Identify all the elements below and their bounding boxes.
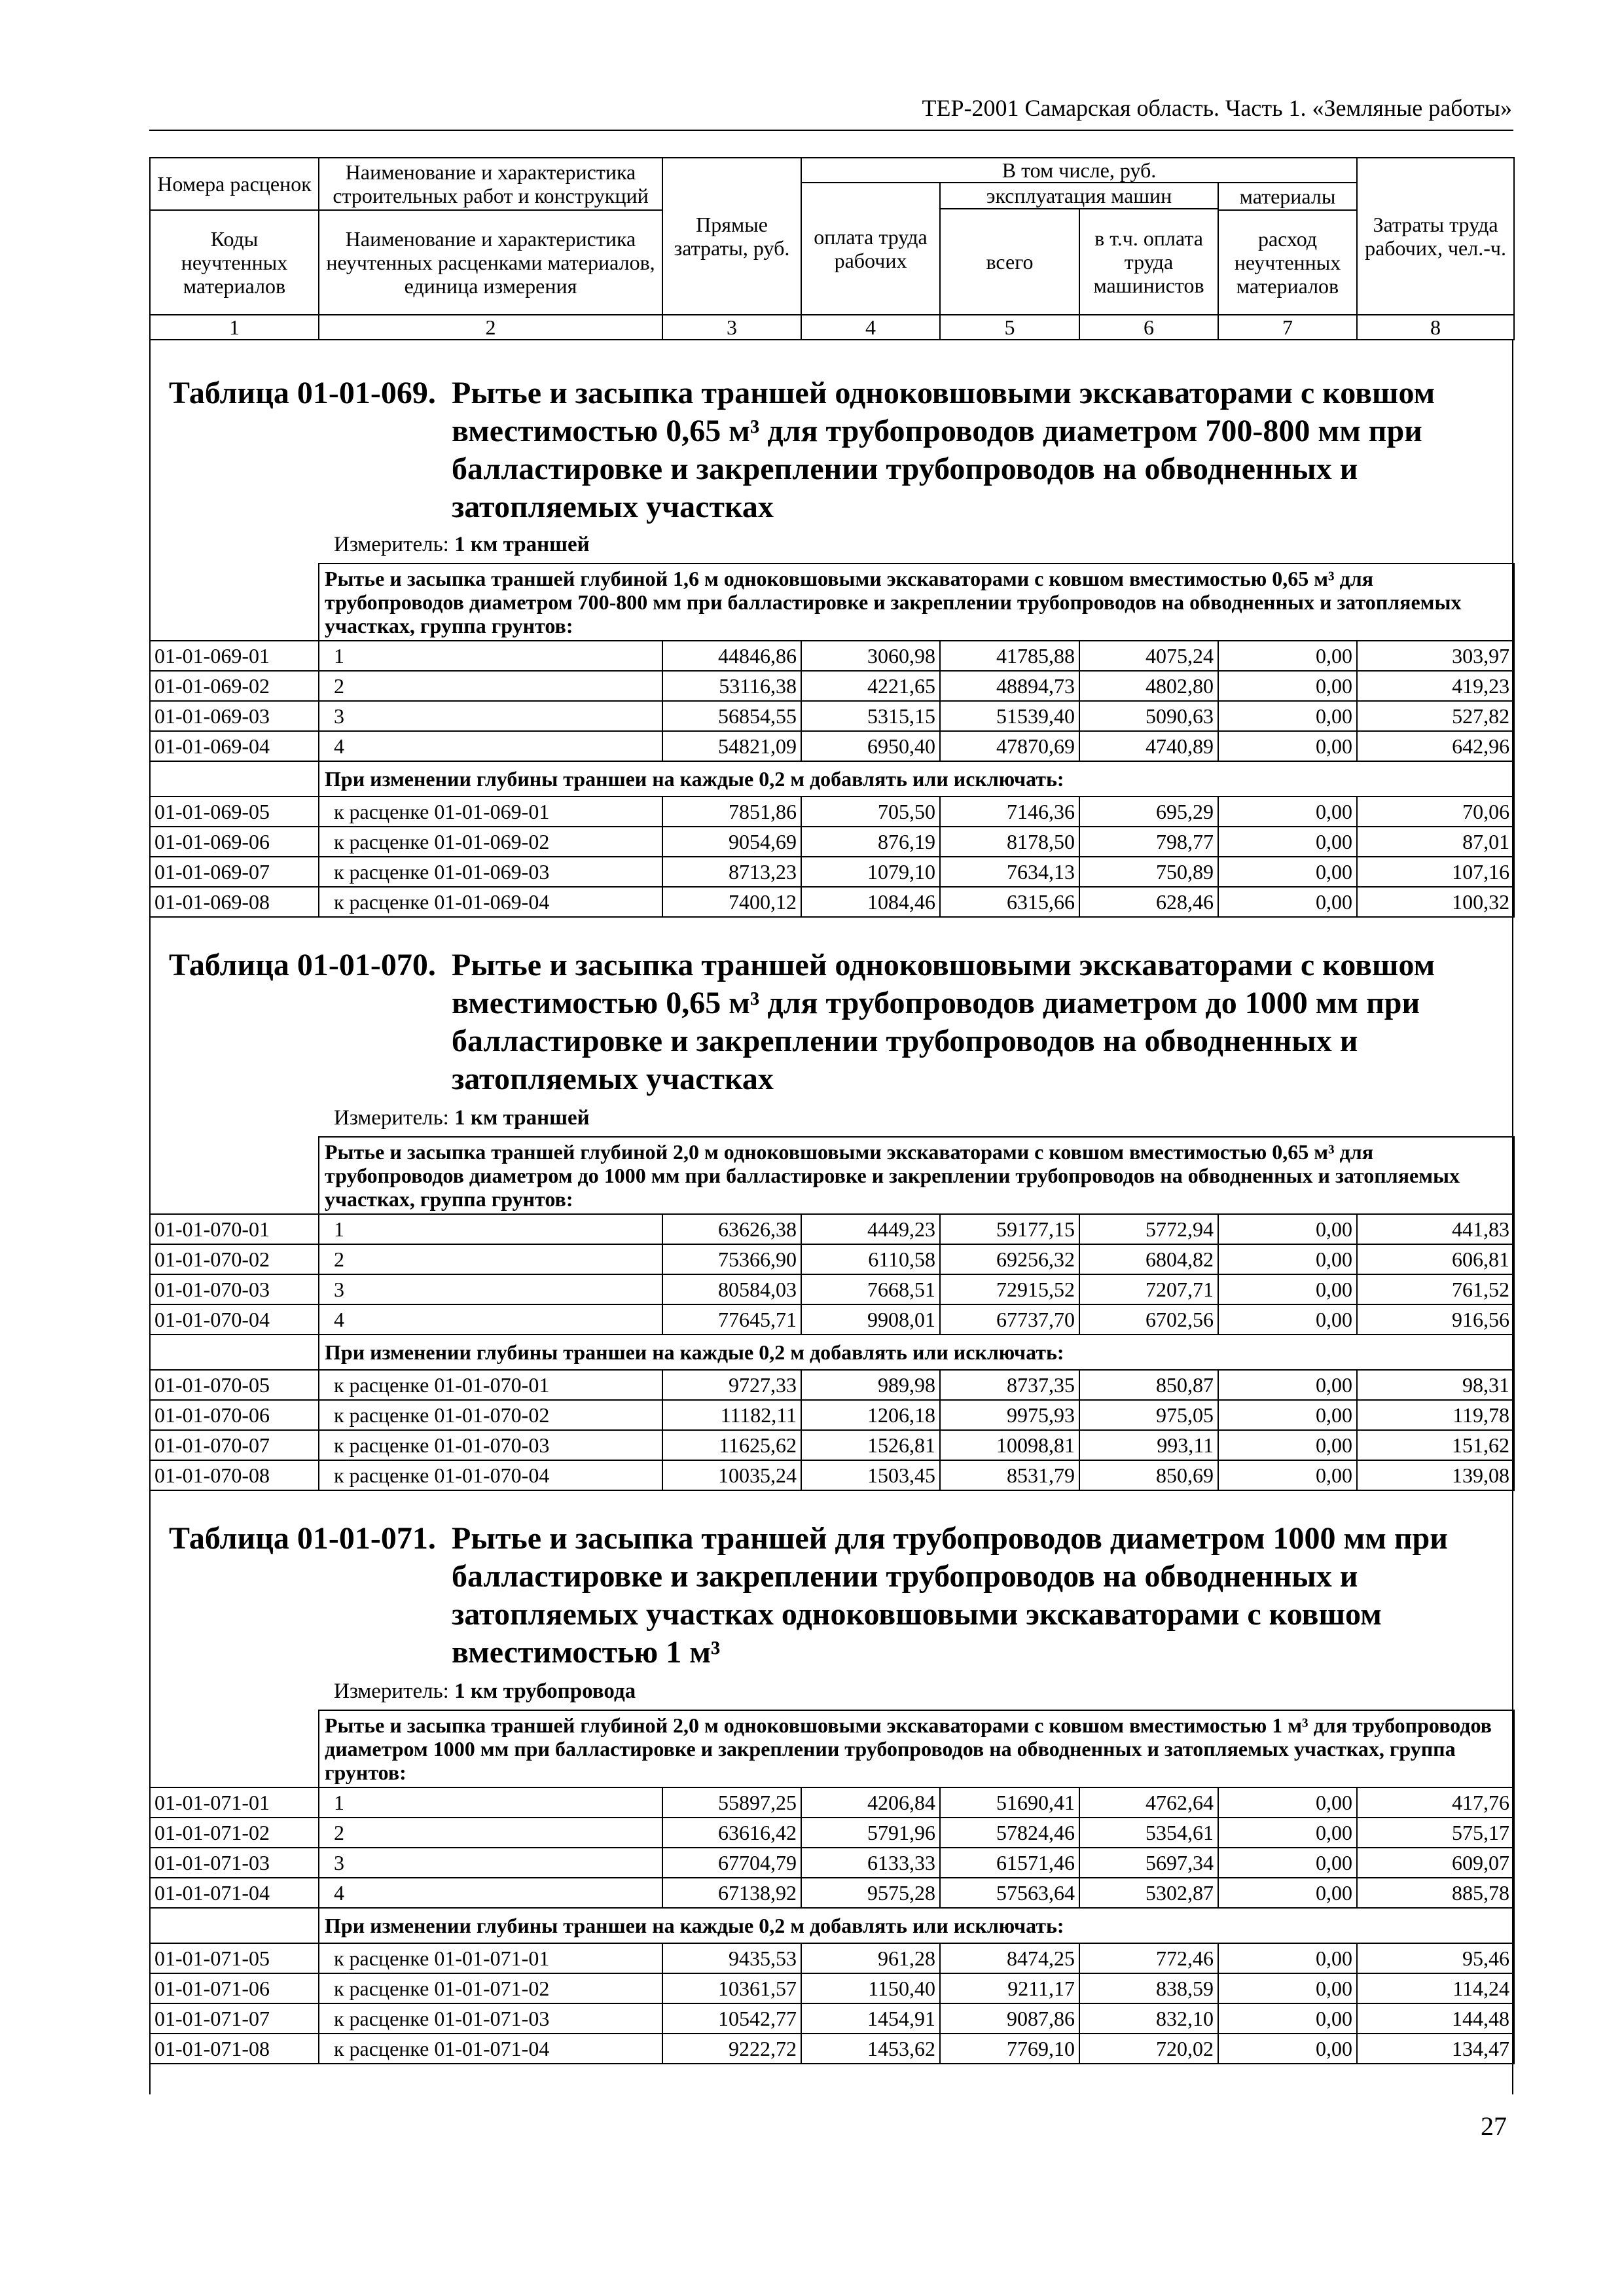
direct-costs-cell: 7851,86 [662,797,801,827]
labor-costs-cell: 119,78 [1357,1400,1514,1430]
blank-cell [150,1710,319,1787]
machines-total-cell: 7769,10 [940,2034,1079,2064]
rates-table [149,1710,1515,2064]
labor-costs-cell: 114,24 [1357,1973,1514,2003]
materials-cell: 0,00 [1218,797,1357,827]
rate-name-cell: 2 [319,671,662,701]
rate-name-cell: 4 [319,731,662,761]
worker-pay-cell: 9908,01 [801,1304,940,1335]
table-row [150,1304,1514,1335]
direct-costs-cell: 77645,71 [662,1304,801,1335]
rate-code-cell: 01-01-071-07 [150,2003,319,2034]
labor-costs-cell: 575,17 [1357,1818,1514,1848]
table-row [150,701,1514,731]
materials-cell: 0,00 [1218,1244,1357,1274]
machinist-pay-cell: 4762,64 [1079,1787,1218,1818]
machines-total-cell: 57824,46 [940,1818,1079,1848]
table-row [150,1274,1514,1304]
table-row [150,1244,1514,1274]
table-row [150,1460,1514,1490]
rate-name-cell: 3 [319,1848,662,1878]
labor-costs-cell: 303,97 [1357,641,1514,671]
machinist-pay-cell: 5302,87 [1079,1878,1218,1908]
table-row [150,1973,1514,2003]
materials-cell: 0,00 [1218,731,1357,761]
table-number: Таблица 01-01-071. [169,1521,436,1556]
meter-line [334,1679,636,1704]
worker-pay-cell: 5791,96 [801,1818,940,1848]
direct-costs-cell: 9435,53 [662,1943,801,1973]
col-num-4: 4 [801,315,940,340]
rate-code-cell: 01-01-069-08 [150,887,319,917]
worker-pay-cell: 3060,98 [801,641,940,671]
rate-name-cell: к расценке 01-01-069-04 [319,887,662,917]
table-row [150,731,1514,761]
table-row [150,1943,1514,1973]
machines-total-cell: 41785,88 [940,641,1079,671]
table-row [150,1818,1514,1848]
rate-code-cell: 01-01-070-04 [150,1304,319,1335]
table-title [169,946,1435,1096]
machines-total-cell: 72915,52 [940,1274,1079,1304]
rate-name-cell: к расценке 01-01-070-03 [319,1430,662,1460]
machines-total-cell: 47870,69 [940,731,1079,761]
header-worker-pay: оплата труда рабочих [801,183,940,315]
rate-name-cell: к расценке 01-01-071-02 [319,1973,662,2003]
machinist-pay-cell: 750,89 [1079,857,1218,887]
table-row [150,857,1514,887]
labor-costs-cell: 98,31 [1357,1370,1514,1400]
direct-costs-cell: 63616,42 [662,1818,801,1848]
machinist-pay-cell: 6702,56 [1079,1304,1218,1335]
direct-costs-cell: 8713,23 [662,857,801,887]
machines-total-cell: 8474,25 [940,1943,1079,1973]
rate-code-cell: 01-01-070-03 [150,1274,319,1304]
blank-cell [150,1137,319,1214]
rate-name-cell: 3 [319,1274,662,1304]
materials-cell: 0,00 [1218,827,1357,857]
machines-total-cell: 8737,35 [940,1370,1079,1400]
worker-pay-cell: 1454,91 [801,2003,940,2034]
rate-name-cell: 1 [319,1787,662,1818]
direct-costs-cell: 56854,55 [662,701,801,731]
labor-costs-cell: 139,08 [1357,1460,1514,1490]
header-work-name: Наименование и характеристика строительных работ и конструкций [319,158,662,210]
header-material-codes: Коды неучтенных материалов [150,210,319,315]
rate-code-cell: 01-01-069-04 [150,731,319,761]
rate-code-cell: 01-01-069-01 [150,641,319,671]
direct-costs-cell: 9727,33 [662,1370,801,1400]
worker-pay-cell: 6110,58 [801,1244,940,1274]
worker-pay-cell: 1079,10 [801,857,940,887]
machines-total-cell: 57563,64 [940,1878,1079,1908]
table-caption: Рытье и засыпка траншей одноковшовыми экскаваторами с ковшом вместимостью 0,65 м³ для трубопроводов диаметром до 1000 мм при балластировке и закреплении трубопроводов на обводненных и затопляемых участках [452,948,1435,1096]
direct-costs-cell: 63626,38 [662,1214,801,1244]
labor-costs-cell: 107,16 [1357,857,1514,887]
header-material-names: Наименование и характеристика неучтенных расценками материалов, единица измерения [319,210,662,315]
meter-value: 1 км траншей [454,533,590,556]
col-num-1: 1 [150,315,319,340]
meter-label: Измеритель: [334,1679,449,1703]
direct-costs-cell: 11182,11 [662,1400,801,1430]
table-title [169,1520,1448,1670]
worker-pay-cell: 1206,18 [801,1400,940,1430]
machinist-pay-cell: 5354,61 [1079,1818,1218,1848]
rate-name-cell: 4 [319,1304,662,1335]
blank-cell [150,1335,319,1370]
worker-pay-cell: 1453,62 [801,2034,940,2064]
materials-cell: 0,00 [1218,1460,1357,1490]
section-heading: При изменении глубины траншеи на каждые 0,2 м добавлять или исключать: [319,1335,1514,1370]
table-number: Таблица 01-01-070. [169,948,436,982]
col-num-6: 6 [1079,315,1218,340]
materials-cell: 0,00 [1218,1214,1357,1244]
machines-total-cell: 6315,66 [940,887,1079,917]
rate-name-cell: 4 [319,1878,662,1908]
header-direct-costs: Прямые затраты, руб. [662,158,801,315]
machinist-pay-cell: 4075,24 [1079,641,1218,671]
machinist-pay-cell: 4740,89 [1079,731,1218,761]
meter-label: Измеритель: [334,533,449,556]
table-row [150,641,1514,671]
table-row [150,1370,1514,1400]
rate-code-cell: 01-01-071-06 [150,1973,319,2003]
labor-costs-cell: 87,01 [1357,827,1514,857]
rate-code-cell: 01-01-070-05 [150,1370,319,1400]
worker-pay-cell: 876,19 [801,827,940,857]
direct-costs-cell: 55897,25 [662,1787,801,1818]
direct-costs-cell: 10035,24 [662,1460,801,1490]
table-row [150,1214,1514,1244]
labor-costs-cell: 417,76 [1357,1787,1514,1818]
labor-costs-cell: 134,47 [1357,2034,1514,2064]
meter-line [334,1106,590,1130]
header-unaccounted-materials: расход неучтенных материалов [1218,210,1357,315]
header-rule [149,130,1513,131]
section-heading: При изменении глубины траншеи на каждые 0,2 м добавлять или исключать: [319,761,1514,797]
rate-code-cell: 01-01-070-07 [150,1430,319,1460]
header-machine-operation: эксплуатация машин [940,183,1218,209]
table-row [150,827,1514,857]
worker-pay-cell: 4221,65 [801,671,940,701]
machines-total-cell: 10098,81 [940,1430,1079,1460]
direct-costs-cell: 10361,57 [662,1973,801,2003]
rate-name-cell: к расценке 01-01-069-01 [319,797,662,827]
machinist-pay-cell: 695,29 [1079,797,1218,827]
column-header-table [149,157,1515,340]
materials-cell: 0,00 [1218,701,1357,731]
materials-cell: 0,00 [1218,1973,1357,2003]
materials-cell: 0,00 [1218,1878,1357,1908]
worker-pay-cell: 6133,33 [801,1848,940,1878]
col-num-7: 7 [1218,315,1357,340]
header-rate-numbers: Номера расценок [150,158,319,210]
rates-table [149,563,1515,918]
machines-total-cell: 8531,79 [940,1460,1079,1490]
table-row [150,2034,1514,2064]
machines-total-cell: 48894,73 [940,671,1079,701]
rate-code-cell: 01-01-070-02 [150,1244,319,1274]
machinist-pay-cell: 838,59 [1079,1973,1218,2003]
rate-code-cell: 01-01-069-05 [150,797,319,827]
table-caption: Рытье и засыпка траншей одноковшовыми экскаваторами с ковшом вместимостью 0,65 м³ для трубопроводов диаметром 700-800 мм при балластировке и закреплении трубопроводов на обводненных и затопляемых участках [452,376,1435,524]
section-heading: При изменении глубины траншеи на каждые 0,2 м добавлять или исключать: [319,1908,1514,1943]
blank-cell [150,761,319,797]
rate-name-cell: 2 [319,1818,662,1848]
table-row [150,797,1514,827]
worker-pay-cell: 4449,23 [801,1214,940,1244]
labor-costs-cell: 606,81 [1357,1244,1514,1274]
machines-total-cell: 61571,46 [940,1848,1079,1878]
table-row [150,2003,1514,2034]
table-caption: Рытье и засыпка траншей для трубопроводов диаметром 1000 мм при балластировке и закреплении трубопроводов на обводненных и затопляемых участках одноковшовыми экскаваторами с ковшом вместимостью 1 м³ [452,1521,1448,1670]
machinist-pay-cell: 798,77 [1079,827,1218,857]
worker-pay-cell: 9575,28 [801,1878,940,1908]
materials-cell: 0,00 [1218,641,1357,671]
blank-cell [150,1908,319,1943]
labor-costs-cell: 916,56 [1357,1304,1514,1335]
machinist-pay-cell: 4802,80 [1079,671,1218,701]
machines-total-cell: 67737,70 [940,1304,1079,1335]
machines-total-cell: 7634,13 [940,857,1079,887]
direct-costs-cell: 53116,38 [662,671,801,701]
labor-costs-cell: 609,07 [1357,1848,1514,1878]
labor-costs-cell: 95,46 [1357,1943,1514,1973]
table-number: Таблица 01-01-069. [169,376,436,410]
rate-name-cell: 1 [319,641,662,671]
machines-total-cell: 9087,86 [940,2003,1079,2034]
rate-name-cell: 3 [319,701,662,731]
materials-cell: 0,00 [1218,2034,1357,2064]
meter-label: Измеритель: [334,1106,449,1130]
table-title [169,374,1435,524]
worker-pay-cell: 961,28 [801,1943,940,1973]
rate-code-cell: 01-01-071-08 [150,2034,319,2064]
rate-code-cell: 01-01-070-08 [150,1460,319,1490]
rate-code-cell: 01-01-070-01 [150,1214,319,1244]
materials-cell: 0,00 [1218,1400,1357,1430]
machines-total-cell: 69256,32 [940,1244,1079,1274]
header-machinist-pay: в т.ч. оплата труда машинистов [1079,209,1218,315]
table-row [150,671,1514,701]
direct-costs-cell: 67138,92 [662,1878,801,1908]
rate-name-cell: к расценке 01-01-071-01 [319,1943,662,1973]
machinist-pay-cell: 628,46 [1079,887,1218,917]
machines-total-cell: 8178,50 [940,827,1079,857]
direct-costs-cell: 54821,09 [662,731,801,761]
table-row [150,1787,1514,1818]
direct-costs-cell: 44846,86 [662,641,801,671]
machines-total-cell: 51690,41 [940,1787,1079,1818]
labor-costs-cell: 761,52 [1357,1274,1514,1304]
header-labor-costs: Затраты труда рабочих, чел.-ч. [1357,158,1514,315]
col-num-2: 2 [319,315,662,340]
header-including-group: В том числе, руб. [801,158,1357,183]
rate-name-cell: к расценке 01-01-070-04 [319,1460,662,1490]
rate-name-cell: 1 [319,1214,662,1244]
worker-pay-cell: 7668,51 [801,1274,940,1304]
machinist-pay-cell: 720,02 [1079,2034,1218,2064]
rate-code-cell: 01-01-069-02 [150,671,319,701]
rates-table [149,1136,1515,1491]
meter-value: 1 км трубопровода [454,1679,636,1703]
materials-cell: 0,00 [1218,2003,1357,2034]
machinist-pay-cell: 850,69 [1079,1460,1218,1490]
materials-cell: 0,00 [1218,887,1357,917]
table-row [150,1848,1514,1878]
rate-name-cell: к расценке 01-01-071-03 [319,2003,662,2034]
machinist-pay-cell: 993,11 [1079,1430,1218,1460]
machinist-pay-cell: 6804,82 [1079,1244,1218,1274]
rate-code-cell: 01-01-071-05 [150,1943,319,1973]
materials-cell: 0,00 [1218,1818,1357,1848]
materials-cell: 0,00 [1218,1787,1357,1818]
table-row [150,1878,1514,1908]
labor-costs-cell: 441,83 [1357,1214,1514,1244]
labor-costs-cell: 885,78 [1357,1878,1514,1908]
materials-cell: 0,00 [1218,1370,1357,1400]
meter-value: 1 км траншей [454,1106,590,1130]
worker-pay-cell: 4206,84 [801,1787,940,1818]
machinist-pay-cell: 5697,34 [1079,1848,1218,1878]
machines-total-cell: 9975,93 [940,1400,1079,1430]
materials-cell: 0,00 [1218,1274,1357,1304]
table-row [150,1430,1514,1460]
worker-pay-cell: 1150,40 [801,1973,940,2003]
materials-cell: 0,00 [1218,671,1357,701]
worker-pay-cell: 989,98 [801,1370,940,1400]
labor-costs-cell: 642,96 [1357,731,1514,761]
running-head: ТЕР-2001 Самарская область. Часть 1. «Земляные работы» [922,95,1512,121]
direct-costs-cell: 80584,03 [662,1274,801,1304]
labor-costs-cell: 100,32 [1357,887,1514,917]
worker-pay-cell: 5315,15 [801,701,940,731]
machinist-pay-cell: 832,10 [1079,2003,1218,2034]
materials-cell: 0,00 [1218,857,1357,887]
labor-costs-cell: 70,06 [1357,797,1514,827]
col-num-8: 8 [1357,315,1514,340]
rate-code-cell: 01-01-069-07 [150,857,319,887]
machinist-pay-cell: 850,87 [1079,1370,1218,1400]
header-materials: материалы [1218,183,1357,210]
materials-cell: 0,00 [1218,1848,1357,1878]
labor-costs-cell: 419,23 [1357,671,1514,701]
worker-pay-cell: 705,50 [801,797,940,827]
machinist-pay-cell: 5090,63 [1079,701,1218,731]
col-num-3: 3 [662,315,801,340]
materials-cell: 0,00 [1218,1304,1357,1335]
materials-cell: 0,00 [1218,1430,1357,1460]
machines-total-cell: 59177,15 [940,1214,1079,1244]
rate-code-cell: 01-01-071-02 [150,1818,319,1848]
direct-costs-cell: 10542,77 [662,2003,801,2034]
rate-code-cell: 01-01-071-04 [150,1878,319,1908]
meter-line [334,533,590,557]
rate-name-cell: 2 [319,1244,662,1274]
page-number: 27 [1481,2111,1507,2141]
table-row [150,887,1514,917]
rate-name-cell: к расценке 01-01-069-03 [319,857,662,887]
direct-costs-cell: 11625,62 [662,1430,801,1460]
section-heading: Рытье и засыпка траншей глубиной 1,6 м одноковшовыми экскаваторами с ковшом вместимостью 0,65 м³ для трубопроводов диаметром 700-800 мм при балластировке и закреплении трубопроводов на обводненных и затопляемых участках, группа грунтов: [319,564,1514,641]
blank-cell [150,564,319,641]
rate-code-cell: 01-01-069-06 [150,827,319,857]
machinist-pay-cell: 772,46 [1079,1943,1218,1973]
header-machines-total: всего [940,209,1079,315]
rate-name-cell: к расценке 01-01-070-02 [319,1400,662,1430]
direct-costs-cell: 75366,90 [662,1244,801,1274]
section-heading: Рытье и засыпка траншей глубиной 2,0 м одноковшовыми экскаваторами с ковшом вместимостью 1 м³ для трубопроводов диаметром 1000 мм при балластировке и закреплении трубопроводов на обводненных и затопляемых участках, группа грунтов: [319,1710,1514,1787]
rate-code-cell: 01-01-070-06 [150,1400,319,1430]
rate-code-cell: 01-01-071-03 [150,1848,319,1878]
machinist-pay-cell: 7207,71 [1079,1274,1218,1304]
machinist-pay-cell: 5772,94 [1079,1214,1218,1244]
machines-total-cell: 7146,36 [940,797,1079,827]
rate-name-cell: к расценке 01-01-071-04 [319,2034,662,2064]
direct-costs-cell: 7400,12 [662,887,801,917]
worker-pay-cell: 1526,81 [801,1430,940,1460]
direct-costs-cell: 9222,72 [662,2034,801,2064]
labor-costs-cell: 151,62 [1357,1430,1514,1460]
rate-name-cell: к расценке 01-01-070-01 [319,1370,662,1400]
labor-costs-cell: 144,48 [1357,2003,1514,2034]
rate-code-cell: 01-01-069-03 [150,701,319,731]
rate-name-cell: к расценке 01-01-069-02 [319,827,662,857]
rate-code-cell: 01-01-071-01 [150,1787,319,1818]
machines-total-cell: 51539,40 [940,701,1079,731]
direct-costs-cell: 9054,69 [662,827,801,857]
col-num-5: 5 [940,315,1079,340]
worker-pay-cell: 6950,40 [801,731,940,761]
worker-pay-cell: 1503,45 [801,1460,940,1490]
machines-total-cell: 9211,17 [940,1973,1079,2003]
worker-pay-cell: 1084,46 [801,887,940,917]
direct-costs-cell: 67704,79 [662,1848,801,1878]
table-row [150,1400,1514,1430]
section-heading: Рытье и засыпка траншей глубиной 2,0 м одноковшовыми экскаваторами с ковшом вместимостью 0,65 м³ для трубопроводов диаметром до 1000 мм при балластировке и закреплении трубопроводов на обводненных и затопляемых участках, группа грунтов: [319,1137,1514,1214]
labor-costs-cell: 527,82 [1357,701,1514,731]
materials-cell: 0,00 [1218,1943,1357,1973]
machinist-pay-cell: 975,05 [1079,1400,1218,1430]
